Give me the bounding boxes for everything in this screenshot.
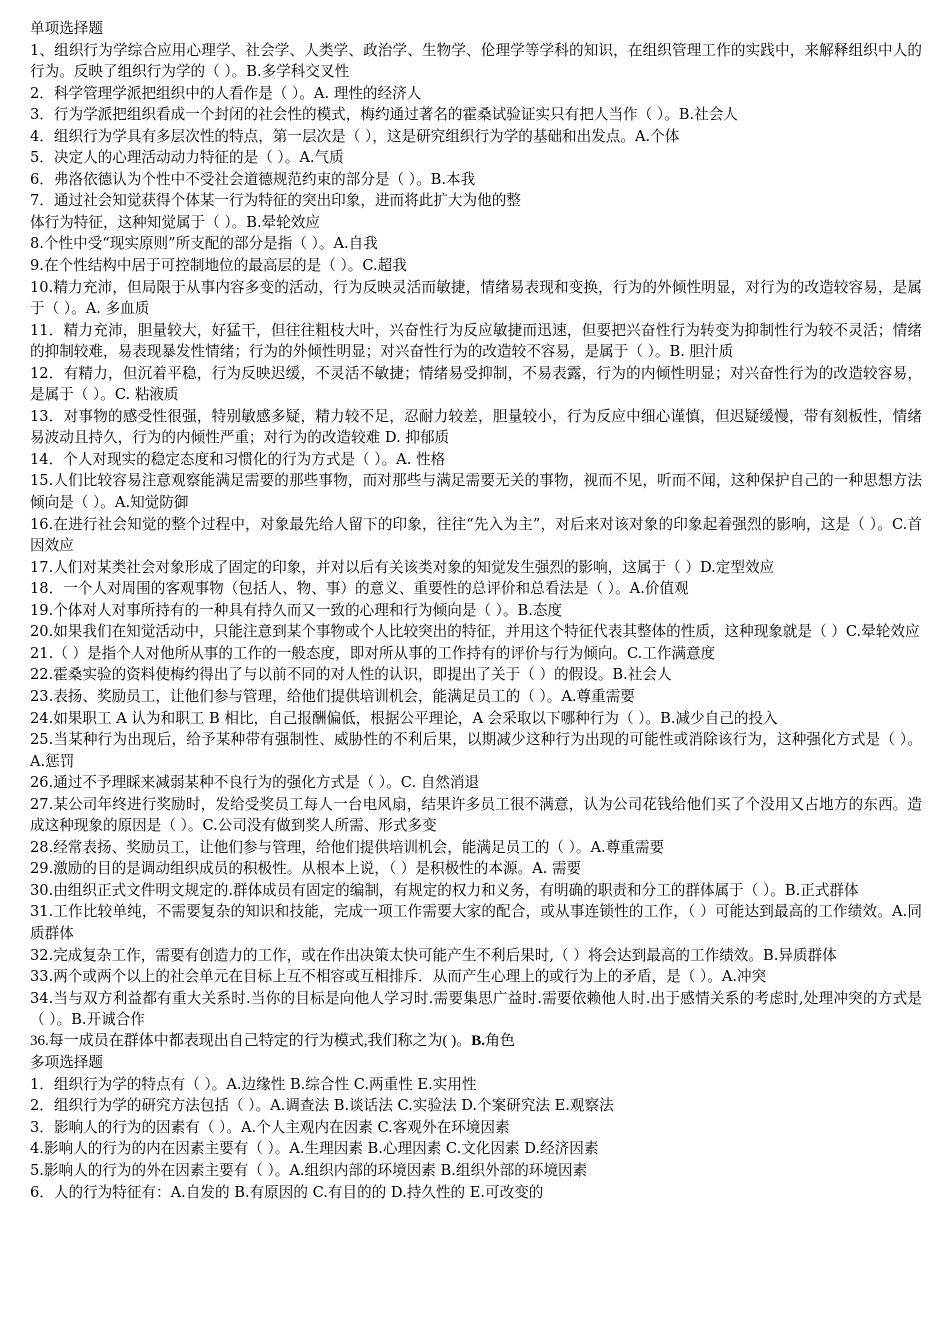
single-question-31: 31.工作比较单纯，不需要复杂的知识和技能，完成一项工作需要大家的配合，或从事连锁性的工作，（ ）可能达到最高的工作绩效。A.同质群体 xyxy=(30,903,922,942)
single-question-22: 22.霍桑实验的资料使梅约得出了与以前不同的对人性的认识，即提出了关于（ ）的假设。B.社会人 xyxy=(30,666,672,684)
single-question-7-line-2: 体行为特征，这种知觉属于（ ）。B.晕轮效应 xyxy=(30,213,320,231)
single-question-4: 4．组织行为学具有多层次性的特点，第一层次是（ ），这是研究组织行为学的基础和出发点。A.个体 xyxy=(30,127,680,145)
multiple-question-2: 2．组织行为学的研究方法包括（ ）。A.调查法 B.谈话法 C.实验法 D.个案研究法 E.观察法 xyxy=(30,1097,614,1115)
single-question-13: 13．对事物的感受性很强，特别敏感多疑，精力较不足，忍耐力较差，胆量较小，行为反应中细心谨慎，但迟疑缓慢，带有刻板性，情绪易波动且持久，行为的内倾性严重；对行为的改造较难 D. 抑郁质 xyxy=(30,407,922,447)
single-question-6: 6．弗洛依德认为个性中不受社会道德规范约束的部分是（ ）。B.本我 xyxy=(30,170,476,188)
multiple-question-6: 6．人的行为特征有：A.自发的 B.有原因的 C.有目的的 D.持久性的 E.可改变的 xyxy=(30,1183,544,1201)
single-question-21: 21.（ ）是指个人对他所从事的工作的一般态度，即对所从事的工作持有的评价与行为倾向。C.工作满意度 xyxy=(30,644,716,662)
single-question-34: 34.当与双方利益都有重大关系时.当你的目标是向他人学习时.需要集思广益时.需要依赖他人时.出于感情关系的考虑时,处理冲突的方式是（ ）。B.开诚合作 xyxy=(30,989,922,1029)
single-question-29: 29.激励的目的是调动组织成员的积极性。从根本上说，（ ）是积极性的本源。A. 需要 xyxy=(30,860,582,878)
single-question-30: 30.由组织正式文件明文规定的.群体成员有固定的编制，有规定的权力和义务，有明确的职责和分工的群体属于（ ）。B.正式群体 xyxy=(30,881,859,899)
multiple-question-1: 1．组织行为学的特点有（ ）。A.边缘性 B.综合性 C.两重性 E.实用性 xyxy=(30,1075,477,1093)
single-question-25: 25.当某种行为出现后，给予某种带有强制性、威胁性的不利后果，以期减少这种行为出现的可能性或消除该行为，这种强化方式是（ ）。A.惩罚 xyxy=(30,731,922,770)
single-question-20: 20.如果我们在知觉活动中，只能注意到某个事物或个人比较突出的特征，并用这个特征代表其整体的性质，这种现象就是（ ）C.晕轮效应 xyxy=(30,623,920,641)
single-question-28: 28.经常表扬、奖励员工，让他们参与管理，给他们提供培训机会，能满足员工的（ ）。A.尊重需要 xyxy=(30,838,665,856)
single-question-9: 9.在个性结构中居于可控制地位的最高层的是（ ）。C.超我 xyxy=(30,257,407,275)
single-question-3: 3．行为学派把组织看成一个封闭的社会性的模式，梅约通过著名的霍桑试验证实只有把人当作（ ）。B.社会人 xyxy=(30,106,738,124)
single-question-36-answer-text: 角色 xyxy=(485,1032,516,1049)
multiple-question-5: 5.影响人的行为的外在因素主要有（ ）。A.组织内部的环境因素 B.组织外部的环境因素 xyxy=(30,1161,588,1179)
single-question-15: 15.人们比较容易注意观察能满足需要的那些事物，而对那些与满足需要无关的事物，视而不见，听而不闻，这种保护自己的一种思想方法倾向是（ ）。A.知觉防御 xyxy=(30,472,922,512)
single-question-16: 16.在进行社会知觉的整个过程中，对象最先给人留下的印象，往往“先入为主”，对后来对该对象的印象起着强烈的影响，这是（ ）。C.首因效应 xyxy=(30,515,922,555)
single-question-10: 10.精力充沛，但局限于从事内容多变的活动，行为反映灵活而敏捷，情绪易表现和变换，行为的外倾性明显，对行为的改造较容易，是属于（ ）。A. 多血质 xyxy=(30,278,922,318)
single-question-32: 32.完成复杂工作，需要有创造力的工作，或在作出决策太快可能产生不利后果时,（ ）将会达到最高的工作绩效。B.异质群体 xyxy=(30,946,837,964)
single-question-36 xyxy=(30,1031,922,1053)
single-question-19: 19.个体对人对事所持有的一种具有持久而又一致的心理和行为倾向是（ ）。B.态度 xyxy=(30,601,563,619)
single-question-27: 27.某公司年终进行奖励时，发给受奖员工每人一台电风扇，结果许多员工很不满意，认为公司花钱给他们买了个没用又占地方的东西。造成这种现象的原因是（ ）。C.公司没有做到奖人所需、形式多变 xyxy=(30,795,922,835)
single-question-36-text: 36.每一成员在群体中都表现出自己特定的行为模式,我们称之为( )。 xyxy=(30,1032,472,1049)
single-choice-heading: 单项选择题 xyxy=(30,20,103,37)
multiple-question-3: 3．影响人的行为的因素有（ ）。A.个人主观内在因素 C.客观外在环境因素 xyxy=(30,1118,510,1136)
single-question-12: 12．有精力，但沉着平稳，行为反映迟缓，不灵活不敏捷；情绪易受抑制，不易表露，行为的内倾性明显；对兴奋性行为的改造较容易，是属于（ ）。C. 粘液质 xyxy=(30,364,922,404)
single-question-14: 14．个人对现实的稳定态度和习惯化的行为方式是（ ）。A. 性格 xyxy=(30,450,446,468)
document-body xyxy=(30,18,922,1203)
single-question-23: 23.表扬、奖励员工，让他们参与管理，给他们提供培训机会，能满足员工的（ ）。A.尊重需要 xyxy=(30,687,635,705)
single-question-7-line-1: 7．通过社会知觉获得个体某一行为特征的突出印象，进而将此扩大为他的整 xyxy=(30,192,521,210)
multiple-choice-heading: 多项选择题 xyxy=(30,1054,103,1072)
single-question-11: 11．精力充沛，胆量较大，好猛干，但往往粗枝大叶，兴奋性行为反应敏捷而迅速，但要把兴奋性行为转变为抑制性行为较不灵活；情绪的抑制较难，易表现暴发性情绪；行为的外倾性明显；对兴奋性行为的改造较不容易，是属于（ ）。B. 胆汁质 xyxy=(30,321,922,361)
single-question-2: 2．科学管理学派把组织中的人看作是（ ）。A. 理性的经济人 xyxy=(30,84,422,102)
multiple-question-4: 4.影响人的行为的内在因素主要有（ ）。A.生理因素 B.心理因素 C.文化因素 D.经济因素 xyxy=(30,1140,599,1158)
single-question-17: 17.人们对某类社会对象形成了固定的印象，并对以后有关该类对象的知觉发生强烈的影响，这属于（ ）D.定型效应 xyxy=(30,558,775,576)
single-question-26: 26.通过不予理睬来减弱某种不良行为的强化方式是（ ）。C. 自然消退 xyxy=(30,774,480,792)
single-question-5: 5．决定人的心理活动动力特征的是（ ）。A.气质 xyxy=(30,149,344,167)
single-question-1: 1、组织行为学综合应用心理学、社会学、人类学、政治学、生物学、伦理学等学科的知识，在组织管理工作的实践中，来解释组织中人的行为。反映了组织行为学的（ ）。B.多学科交叉性 xyxy=(30,41,922,81)
single-question-33: 33.两个或两个以上的社会单元在目标上互不相容或互相排斥．从而产生心理上的或行为上的矛盾，是（ ）。A.冲突 xyxy=(30,968,767,986)
single-question-36-answer-letter: B. xyxy=(471,1032,486,1049)
single-question-18: 18．一个人对周围的客观事物（包括人、物、事）的意义、重要性的总评价和总看法是（ ）。A.价值观 xyxy=(30,580,689,598)
single-question-8: 8.个性中受“现实原则”所支配的部分是指（ ）。A.自我 xyxy=(30,235,378,253)
single-question-24: 24.如果职工 A 认为和职工 B 相比，自己报酬偏低，根据公平理论，A 会采取以下哪种行为（ ）。B.减少自己的投入 xyxy=(30,709,778,727)
